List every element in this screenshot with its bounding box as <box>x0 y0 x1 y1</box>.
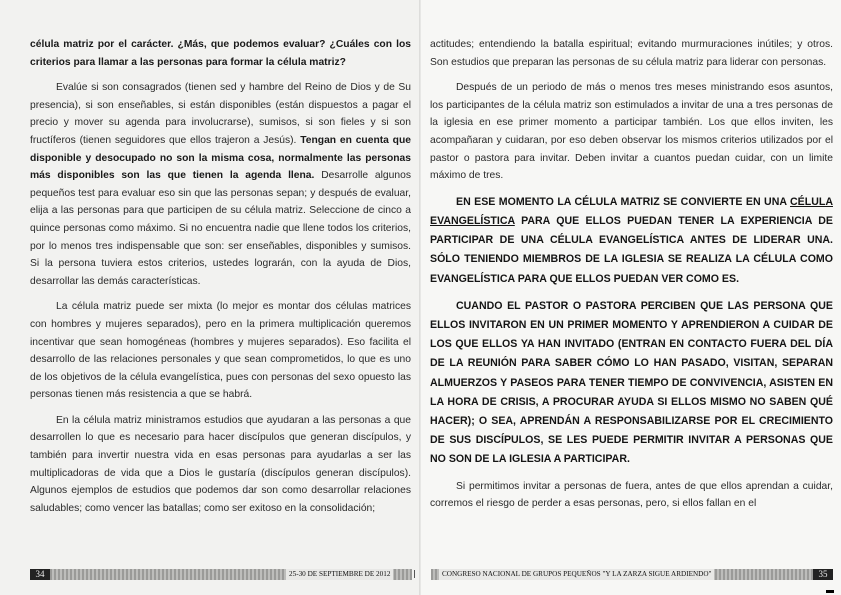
right-caps-paragraph-1: EN ESE MOMENTO LA CÉLULA MATRIZ SE CONVIERTE EN UNA CÉLULA EVANGELÍSTICA PARA QUE ELLOS PUEDAN TENER LA EXPERIENCIA DE PARTICIPAR DE UNA CÉLULA EVANGELÍSTICA ANTES DE LIDERAR UNA. SÓLO TENIENDO MIEMBROS DE LA IGLESIA SE REALIZA LA CÉLULA COMO EVANGELÍSTICA PARA QUE ELLOS PUEDAN VER COMO ES. <box>430 195 833 285</box>
underlined-term: CÉLULA EVANGELÍSTICA <box>430 195 833 227</box>
right-footer-text: CONGRESO NACIONAL DE GRUPOS PEQUEÑOS "Y LA ZARZA SIGUE ARDIENDO" <box>439 569 714 580</box>
gutter-mark <box>414 570 415 578</box>
right-page-number: 35 <box>813 569 833 580</box>
left-footer-text: 25-30 DE SEPTIEMBRE DE 2012 <box>286 569 393 580</box>
left-paragraph-4: En la célula matriz ministramos estudios que ayudaran a las personas a que desarrollen lo que es necesario para hacer discípulos que generan discípulos, y también para invertir nuestra vida en esas personas para ayudarlas a ser las multiplicadoras de vida que a Dios le gustaría (discípulos generan discípulos). Algunos ejemplos de estudios que podemos dar son como desarrollar relaciones saludables; como vencer las batallas; como ser exitoso en la consolidación; <box>30 414 411 514</box>
corner-mark <box>826 590 834 593</box>
right-paragraph-1: actitudes; entendiendo la batalla espiritual; evitando murmuraciones inútiles; y otros. Son estudios que preparan las personas de su célula matriz para liderar con personas. <box>430 39 833 68</box>
left-paragraph-2: Evalúe si son consagrados (tienen sed y hambre del Reino de Dios y de Su presencia), si son enseñables, si están disponibles (están dispuestos a pagar el precio y mover su agenda para involucrarse), sumisos, si son fieles y si son fructíferos (tienen seguidores que ellos trajeron a Jesús). Tengan en cuenta que disponible y desocupado no son la misma cosa, normalmente las personas más disponibles son las que tienen la agenda llena. Desarrolle algunos pequeños test para evaluar eso sin que las personas sepan; y después de evaluar, elija a las personas para que participen de su célula matriz. Seleccione de cinco a quince personas como máximo. Si no encuentra nadie que llene todos los criterios, por lo menos tres indispensable que son: ser enseñables, disponibles y sumisos. Si la persona tuviera estos criterios, ustedes lograrán, con la ayuda de Dios, desarrollar las demás características. <box>30 82 411 287</box>
left-paragraph-3: La célula matriz puede ser mixta (lo mejor es montar dos células matrices con hombres y mujeres separados), pero en la primera multiplicación queremos incentivar que sean homogéneas (hombres y mujeres separados). Eso facilita el desarrollo de las relaciones personales y que sean comprometidos, lo que es uno de los objetivos de la célula evangelística, pues con personas del sexo opuesto las personas tienen más resistencia a que se habrá. <box>30 301 411 401</box>
left-text-column <box>30 36 411 525</box>
right-paragraph-2: Después de un periodo de más o menos tres meses ministrando esos asuntos, los participantes de la célula matriz son estimulados a invitar de una a tres personas de la iglesia en ese primer momento a participar también. Los que ellos inviten, les acompañaran y cuidaran, por eso deben observar los mismos criterios utilizados por el pastor o pastora para invitar. Deben invitar a cuantos puedan cuidar, con un limite máximo de tres. <box>430 82 833 182</box>
left-page-number: 34 <box>30 569 50 580</box>
right-paragraph-5: Si permitimos invitar a personas de fuera, antes de que ellos aprendan a cuidar, corremos el riesgo de perder a esas personas, pero, si ellos fallan en el <box>430 480 833 510</box>
right-page <box>421 0 841 595</box>
right-text-column <box>430 36 833 521</box>
right-caps-paragraph-2: CUANDO EL PASTOR O PASTORA PERCIBEN QUE LAS PERSONA QUE ELLOS INVITARON EN UN PRIMER MOMENTO Y APRENDIERON A CUIDAR DE LOS QUE ELLOS YA HAN INVITADO (ENTRAN EN CONTACTO FUERA DEL DÍA DE LA REUNIÓN PARA SABER CÓMO LO HAN PASADO, VISITAN, SEPARAN ALMUERZOS Y PASEOS PARA TENER TIEMPO DE CONVIVENCIA, ASISTEN EN LA HORA DE CRISIS, A PROCURAR AYUDA SI ELLOS MISMO NO SABEN QUÉ HACER); O SEA, APRENDÁN A RESPONSABILIZARSE POR EL CRECIMIENTO DE SUS DISCÍPULOS, SE LES PUEDE PERMITIR INVITAR A PERSONAS QUE NO SON DE LA IGLESIA A PARTICIPAR. <box>430 299 833 466</box>
left-paragraph-1: célula matriz por el carácter. ¿Más, que podemos evaluar? ¿Cuáles con los criterios para llamar a las personas para formar la célula matriz? <box>30 39 411 68</box>
